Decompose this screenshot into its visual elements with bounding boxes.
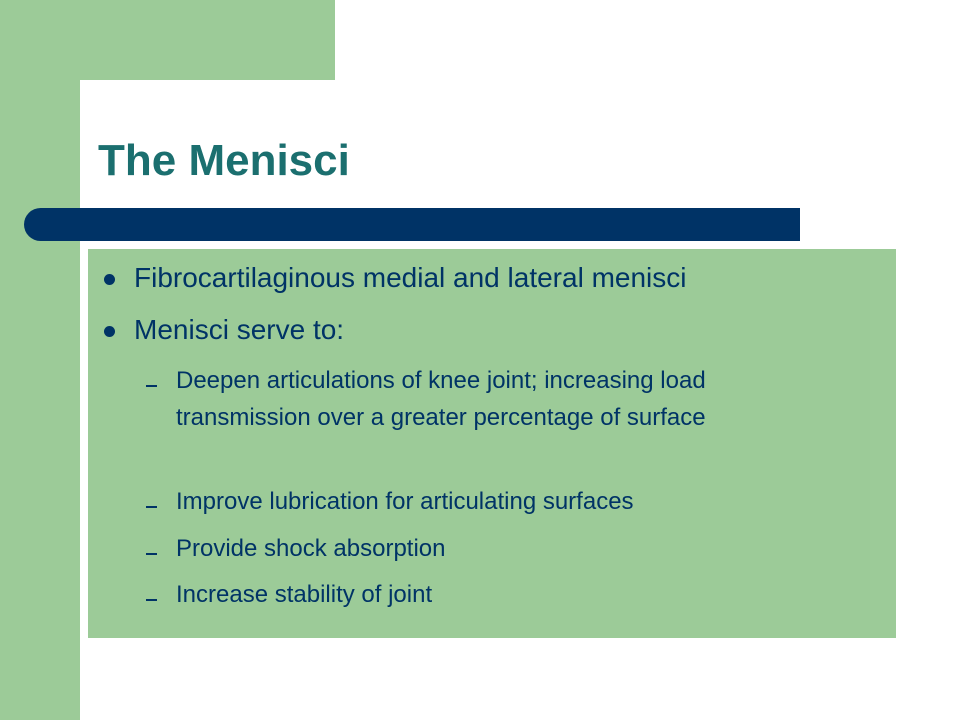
slide-title: The Menisci <box>98 136 350 185</box>
dash-icon <box>146 553 157 555</box>
title-underline-bar <box>24 208 800 241</box>
content-box <box>88 249 896 638</box>
sub-bullet-text: Provide shock absorption <box>176 535 446 562</box>
dash-icon <box>146 506 157 508</box>
left-green-band <box>0 0 80 720</box>
dash-icon <box>146 599 157 601</box>
top-green-band <box>0 0 335 80</box>
bullet-dot-icon <box>104 274 115 285</box>
sub-bullet-text: Improve lubrication for articulating surfaces <box>176 488 634 515</box>
dash-icon <box>146 385 157 387</box>
sub-bullet-text: Increase stability of joint <box>176 581 433 608</box>
sub-bullet-text: Deepen articulations of knee joint; increasing load transmission over a greater percentage of surface <box>176 367 706 431</box>
bullet-text: Menisci serve to: <box>134 314 345 345</box>
bullet-text: Fibrocartilaginous medial and lateral menisci <box>134 262 687 293</box>
bullet-dot-icon <box>104 326 115 337</box>
